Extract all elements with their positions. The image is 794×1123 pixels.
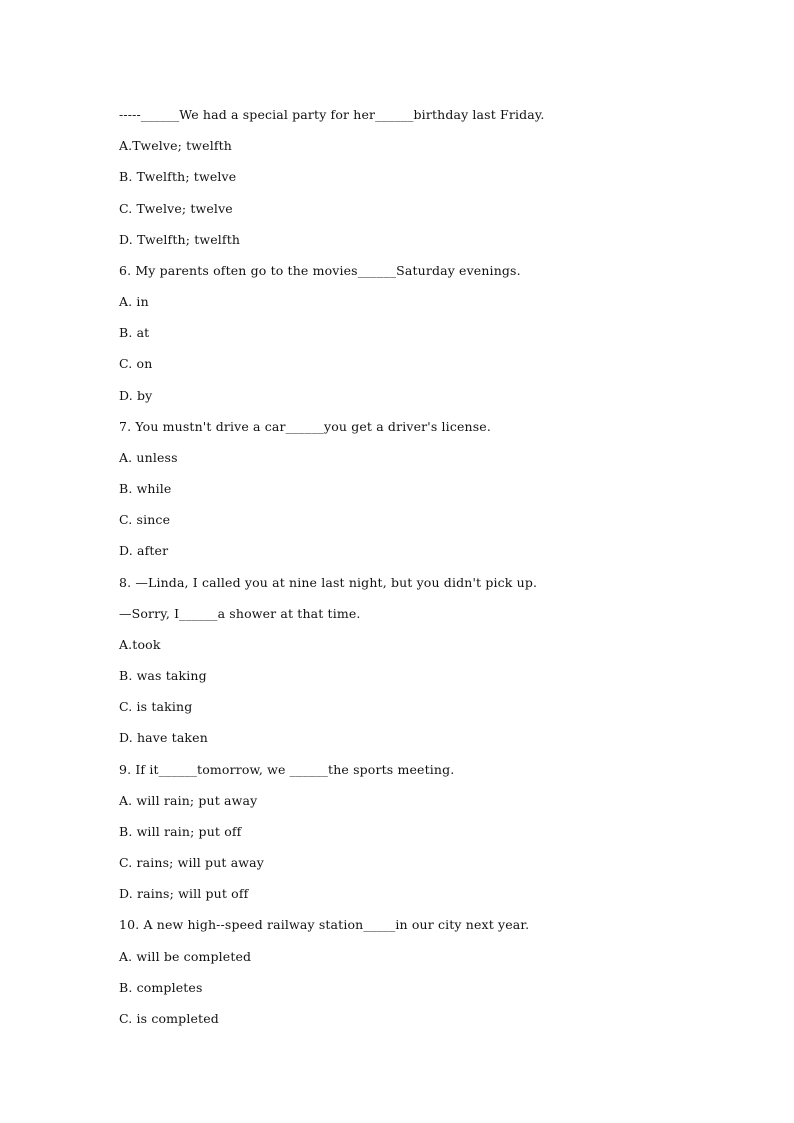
option-line: C. is taking [119, 699, 193, 715]
question-line: 6. My parents often go to the movies______Saturday evenings. [119, 262, 521, 278]
option-line: A. will rain; put away [119, 792, 258, 808]
option-line: B. was taking [119, 668, 207, 684]
question-line: —Sorry, I______a shower at that time. [119, 605, 361, 621]
option-line: A.Twelve; twelfth [119, 138, 232, 154]
option-line: B. while [119, 481, 172, 497]
option-line: A. will be completed [119, 948, 252, 964]
option-line: C. is completed [119, 1010, 219, 1026]
question-line: 8. —Linda, I called you at nine last night, but you didn't pick up. [119, 574, 538, 590]
option-line: C. Twelve; twelve [119, 200, 233, 216]
option-line: B. will rain; put off [119, 823, 242, 839]
question-text [119, 105, 739, 1040]
option-line: D. have taken [119, 730, 208, 746]
question-line: 9. If it______tomorrow, we ______the sports meeting. [119, 761, 455, 777]
option-line: D. by [119, 387, 153, 403]
question-line: 10. A new high--speed railway station_____in our city next year. [119, 917, 530, 933]
option-line: A.took [119, 636, 161, 652]
option-line: C. on [119, 356, 153, 372]
question-line: 7. You mustn't drive a car______you get a driver's license. [119, 418, 491, 434]
option-line: B. at [119, 325, 150, 341]
option-line: B. Twelfth; twelve [119, 169, 237, 185]
option-line: D. rains; will put off [119, 886, 249, 902]
option-line: C. since [119, 512, 171, 528]
option-line: A. in [119, 294, 149, 310]
option-line: D. Twelfth; twelfth [119, 231, 241, 247]
option-line: D. after [119, 543, 169, 559]
option-line: C. rains; will put away [119, 855, 264, 871]
question-line: -----______We had a special party for her______birthday last Friday. [119, 107, 545, 122]
option-line: A. unless [119, 449, 178, 465]
option-line: B. completes [119, 979, 203, 995]
